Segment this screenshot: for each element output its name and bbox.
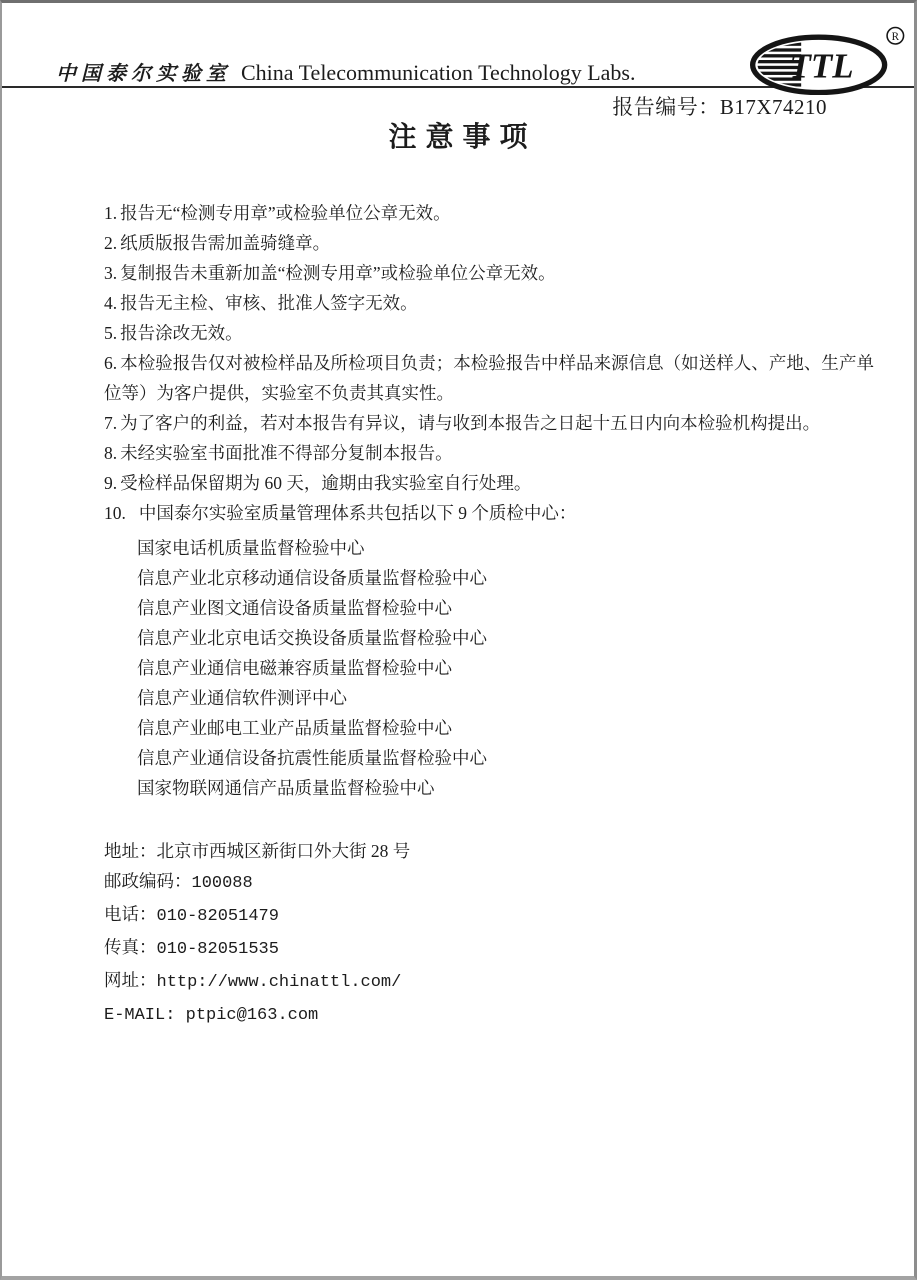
qc-center-item: 信息产业图文通信设备质量监督检验中心 [137,598,452,618]
contact-label: 电话： [104,904,157,924]
contact-value: 010-82051479 [156,907,279,926]
notice-item [104,498,874,528]
contact-line [104,899,874,932]
lab-brand [56,57,635,86]
qc-center-item: 国家物联网通信产品质量监督检验中心 [137,778,435,798]
contact-line [104,965,874,998]
notice-item [104,258,874,288]
ttl-logo [741,25,906,100]
notice-number: 9. [104,473,118,493]
qc-center-item: 信息产业通信电磁兼容质量监督检验中心 [137,658,452,678]
notice-text: 复制报告未重新加盖“检测专用章”或检验单位公章无效。 [120,263,556,283]
lab-name-chinese: 中国泰尔实验室 [56,63,231,85]
contact-line [104,866,874,899]
notice-item [104,348,874,408]
notice-number: 2. [104,233,118,253]
notice-item [104,228,874,258]
qc-center-item: 国家电话机质量监督检验中心 [137,538,365,558]
lab-name-english: China Telecommunication Technology Labs. [241,60,636,85]
notice-text: 本检验报告仅对被检样品及所检项目负责；本检验报告中样品来源信息（如送样人、产地、生产单位等）为客户提供，实验室不负责其真实性。 [104,353,874,403]
contact-value: ptpic@163.com [185,1006,319,1025]
notice-number: 3. [104,263,118,283]
notice-number: 1. [104,203,118,223]
contact-label: 地址： [104,841,157,861]
notice-text: 为了客户的利益，若对本报告有异议，请与收到本报告之日起十五日内向本检验机构提出。 [120,413,821,433]
contact-value: 北京市西城区新街口外大街 28 号 [156,841,411,861]
ttl-logo-text: TTL [789,46,854,86]
qc-center-list [104,533,874,803]
registered-mark: R [891,31,900,44]
contact-label: 邮政编码： [104,871,192,891]
notice-number: 8. [104,443,118,463]
notice-item [104,468,874,498]
qc-center-item: 信息产业北京电话交换设备质量监督检验中心 [137,628,487,648]
notice-number: 4. [104,293,118,313]
document-body [104,198,874,1031]
notice-text: 纸质版报告需加盖骑缝章。 [120,233,331,253]
qc-center-item: 信息产业邮电工业产品质量监督检验中心 [137,718,452,738]
notice-item [104,438,874,468]
contact-label: 网址： [104,970,157,990]
report-number-value: B17X74210 [719,95,827,119]
notice-list [104,198,874,528]
contact-value: http://www.chinattl.com/ [156,973,402,992]
notice-text: 未经实验室书面批准不得部分复制本报告。 [120,443,453,463]
contact-label: E-MAIL: [104,1006,186,1025]
notice-item [104,318,874,348]
notice-text: 受检样品保留期为 60 天，逾期由我实验室自行处理。 [120,473,532,493]
contact-line [104,998,874,1031]
contact-label: 传真： [104,937,157,957]
contact-line [104,932,874,965]
notice-text: 中国泰尔实验室质量管理体系共包括以下 9 个质检中心： [138,503,577,523]
notice-text: 报告无主检、审核、批准人签字无效。 [120,293,418,313]
contact-value: 010-82051535 [156,940,279,959]
contact-value: 100088 [191,874,253,893]
ttl-logo-icon [741,25,906,95]
notice-item [104,198,874,228]
notice-number: 10. [104,503,126,523]
notice-number: 7. [104,413,118,433]
qc-center-item: 信息产业北京移动通信设备质量监督检验中心 [137,568,487,588]
notice-number: 6. [104,353,118,373]
notice-item [104,288,874,318]
qc-center-item: 信息产业通信软件测评中心 [137,688,347,708]
notice-text: 报告涂改无效。 [120,323,243,343]
contact-block [104,836,874,1031]
notice-item [104,408,874,438]
contact-line [104,836,874,866]
report-number-label: 报告编号： [612,95,720,119]
qc-center-item: 信息产业通信设备抗震性能质量监督检验中心 [137,748,487,768]
page-title: 注意事项 [388,122,537,153]
notice-text: 报告无“检测专用章”或检验单位公章无效。 [120,203,451,223]
notice-number: 5. [104,323,118,343]
